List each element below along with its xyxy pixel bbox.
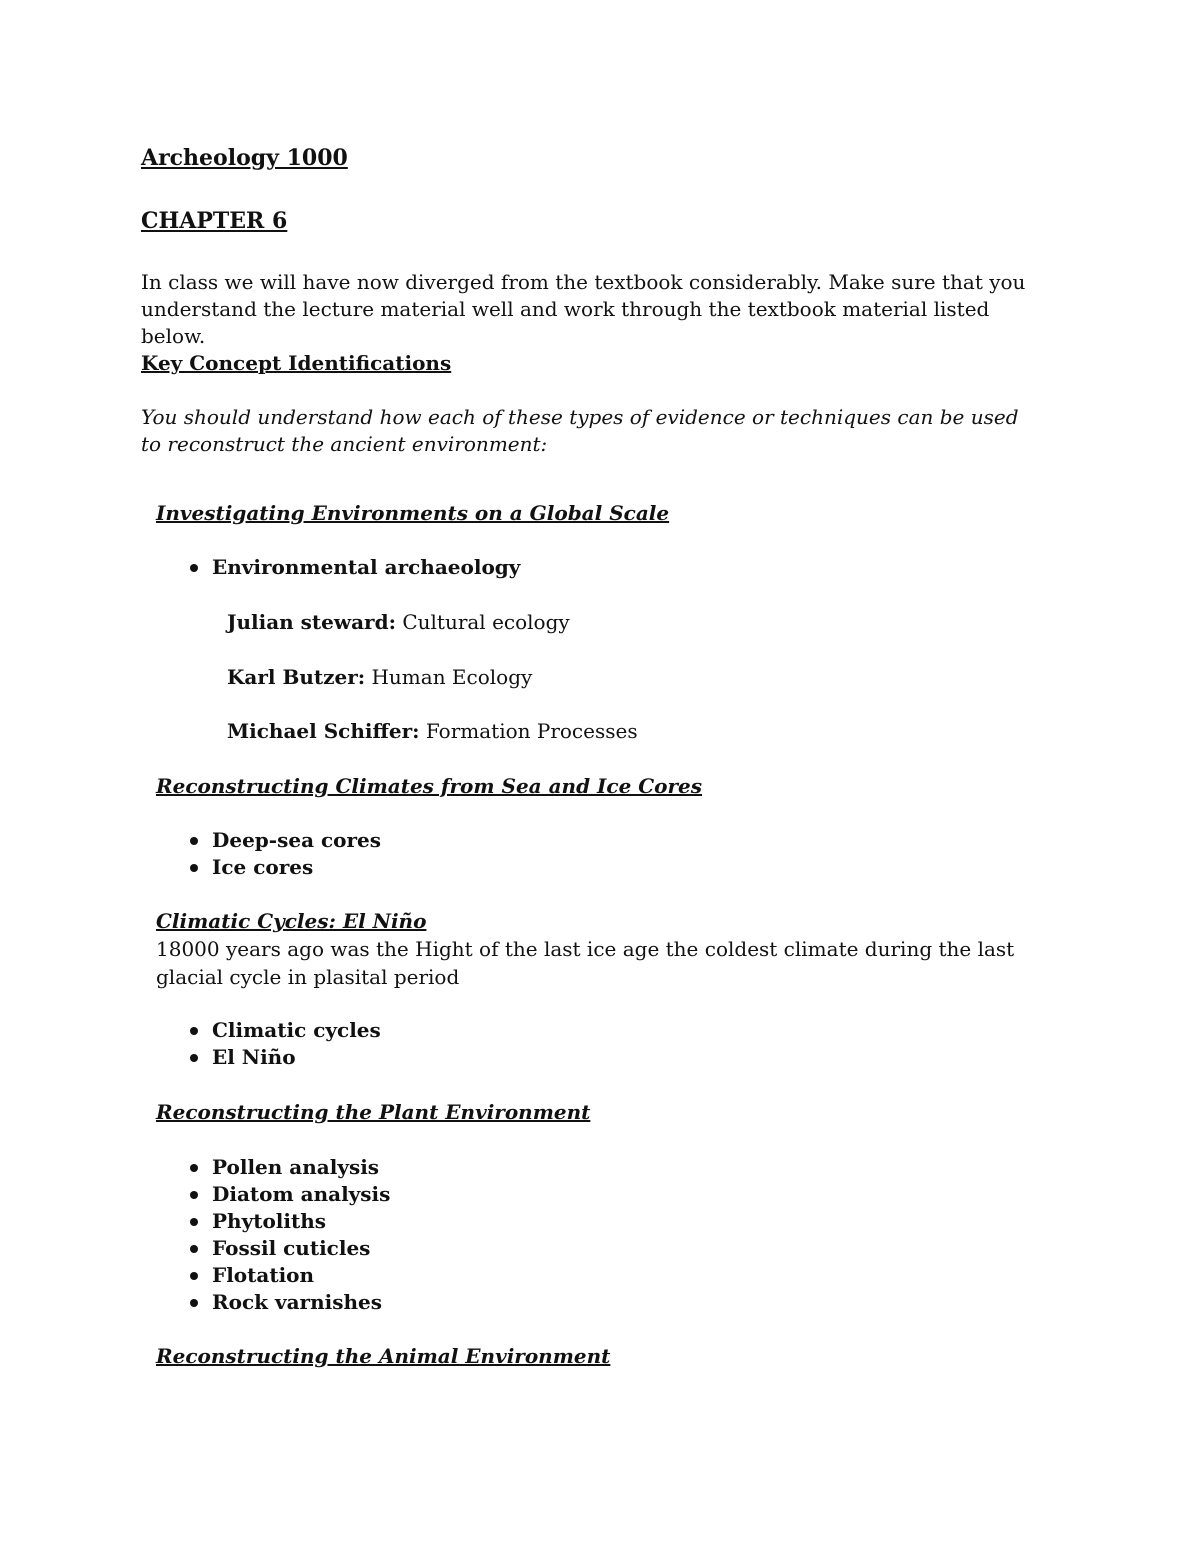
key-concepts-heading: Key Concept Identifications: [141, 351, 452, 375]
list-item: Deep-sea cores: [190, 827, 381, 854]
person-name: Julian steward:: [227, 610, 396, 634]
list-item: Environmental archaeology: [190, 554, 520, 581]
section-heading-cores: Reconstructing Climates from Sea and Ice Cores: [156, 774, 703, 798]
cycles-note: 18000 years ago was the Hight of the last ice age the coldest climate during the last glacial cycle in plasital period: [156, 937, 1015, 989]
list-item: Climatic cycles: [190, 1017, 381, 1044]
bullet-icon: [190, 1218, 198, 1226]
bullet-list-global: [190, 554, 520, 581]
list-item: Diatom analysis: [190, 1181, 390, 1208]
bullet-icon: [190, 1054, 198, 1062]
list-item: El Niño: [190, 1044, 381, 1071]
person-name: Karl Butzer:: [227, 665, 366, 689]
key-concepts-instruction: You should understand how each of these types of evidence or techniques can be used to reconstruct the ancient environment:: [141, 405, 1019, 456]
bullet-list-plant: [190, 1154, 390, 1316]
section-heading-animal: Reconstructing the Animal Environment: [156, 1344, 611, 1368]
list-item: Rock varnishes: [190, 1289, 390, 1316]
bullet-list-cores: [190, 827, 381, 881]
bullet-icon: [190, 837, 198, 845]
list-item: Ice cores: [190, 854, 381, 881]
bullet-icon: [190, 1245, 198, 1253]
document-title: Archeology 1000: [141, 145, 348, 171]
bullet-icon: [190, 1299, 198, 1307]
chapter-heading: CHAPTER 6: [141, 208, 288, 234]
person-topic: Formation Processes: [425, 719, 638, 743]
person-topic: Human Ecology: [371, 665, 533, 689]
person-topic: Cultural ecology: [402, 610, 570, 634]
person-entry: [227, 718, 638, 745]
section-heading-global: Investigating Environments on a Global Scale: [156, 501, 670, 525]
bullet-icon: [190, 564, 198, 572]
intro-paragraph: In class we will have now diverged from the textbook considerably. Make sure that you understand the lecture material well and work through the textbook material listed below.: [141, 270, 1026, 348]
section-heading-cycles: Climatic Cycles: El Niño: [156, 909, 427, 933]
list-item: Phytoliths: [190, 1208, 390, 1235]
bullet-icon: [190, 1027, 198, 1035]
person-entry: [227, 609, 570, 636]
person-name: Michael Schiffer:: [227, 719, 420, 743]
section-heading-plant: Reconstructing the Plant Environment: [156, 1100, 591, 1124]
bullet-icon: [190, 864, 198, 872]
bullet-icon: [190, 1191, 198, 1199]
bullet-list-cycles: [190, 1017, 381, 1071]
list-item: Flotation: [190, 1262, 390, 1289]
person-entry: [227, 664, 532, 691]
list-item: Pollen analysis: [190, 1154, 390, 1181]
bullet-icon: [190, 1272, 198, 1280]
list-item: Fossil cuticles: [190, 1235, 390, 1262]
bullet-icon: [190, 1164, 198, 1172]
